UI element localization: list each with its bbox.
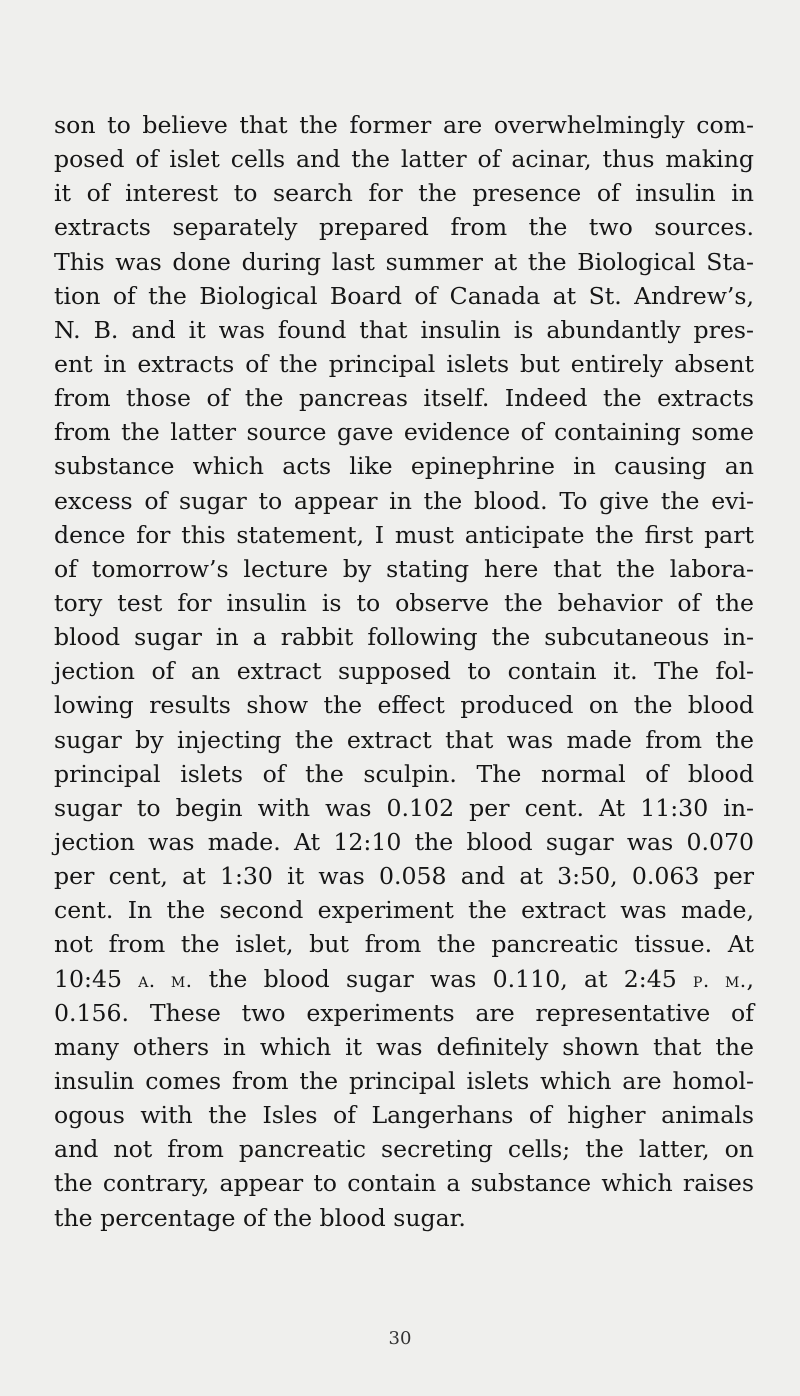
text-line: blood sugar in a rabbit following the subcutaneous in- — [54, 623, 754, 652]
text-line: not from the islet, but from the pancreatic tissue. At — [54, 930, 754, 959]
text-line: from the latter source gave evidence of containing some — [54, 418, 754, 447]
am-abbreviation: a. m. — [138, 968, 193, 992]
text-line: posed of islet cells and the latter of acinar, thus making — [54, 145, 754, 174]
text-line: This was done during last summer at the Biological Sta- — [54, 247, 754, 276]
text-line: 0.156. These two experiments are representative of — [54, 998, 754, 1027]
text-line: tion of the Biological Board of Canada at St. Andrew’s, — [54, 281, 754, 310]
text-line: substance which acts like epinephrine in causing an — [54, 452, 754, 481]
text-line-last: the percentage of the blood sugar. — [54, 1203, 466, 1232]
text-line: it of interest to search for the presence of insulin in — [54, 179, 754, 208]
text-line: lowing results show the effect produced on the blood — [54, 691, 754, 720]
text-line: insulin comes from the principal islets which are homol- — [54, 1066, 754, 1095]
text-line: tory test for insulin is to observe the behavior of the — [54, 588, 754, 617]
text-line: jection was made. At 12:10 the blood sugar was 0.070 — [54, 827, 754, 856]
text-line: extracts separately prepared from the two sources. — [54, 213, 754, 242]
text-line: sugar by injecting the extract that was made from the — [54, 725, 754, 754]
text-line: and not from pancreatic secreting cells; the latter, on — [54, 1135, 754, 1164]
text-line: many others in which it was definitely shown that the — [54, 1032, 754, 1061]
text-line: principal islets of the sculpin. The normal of blood — [54, 759, 754, 788]
text-line: of tomorrow’s lecture by stating here that the labora- — [54, 554, 754, 583]
text-line — [54, 962, 754, 996]
text-line: the contrary, appear to contain a substance which raises — [54, 1169, 754, 1198]
text-line: excess of sugar to appear in the blood. To give the evi- — [54, 486, 754, 515]
text-line: ogous with the Isles of Langerhans of higher animals — [54, 1101, 754, 1130]
line-text: , — [746, 964, 754, 993]
text-line: son to believe that the former are overwhelmingly com- — [54, 111, 754, 139]
text-line: ent in extracts of the principal islets but entirely absent — [54, 349, 754, 378]
text-line: cent. In the second experiment the extract was made, — [54, 896, 754, 925]
text-line: dence for this statement, I must anticipate the first part — [54, 520, 754, 549]
text-line: per cent, at 1:30 it was 0.058 and at 3:50, 0.063 per — [54, 862, 754, 891]
body-paragraph — [54, 108, 754, 1235]
line-text: the blood sugar was 0.110, at 2:45 — [192, 964, 694, 993]
text-line: from those of the pancreas itself. Indeed the extracts — [54, 384, 754, 413]
page-number: 30 — [388, 1328, 412, 1349]
text-line: jection of an extract supposed to contain it. The fol- — [54, 657, 754, 686]
pm-abbreviation: p. m. — [693, 968, 747, 992]
text-line: sugar to begin with was 0.102 per cent. At 11:30 in- — [54, 793, 754, 822]
time-text: 10:45 — [54, 964, 139, 993]
text-line: N. B. and it was found that insulin is abundantly pres- — [54, 315, 754, 344]
